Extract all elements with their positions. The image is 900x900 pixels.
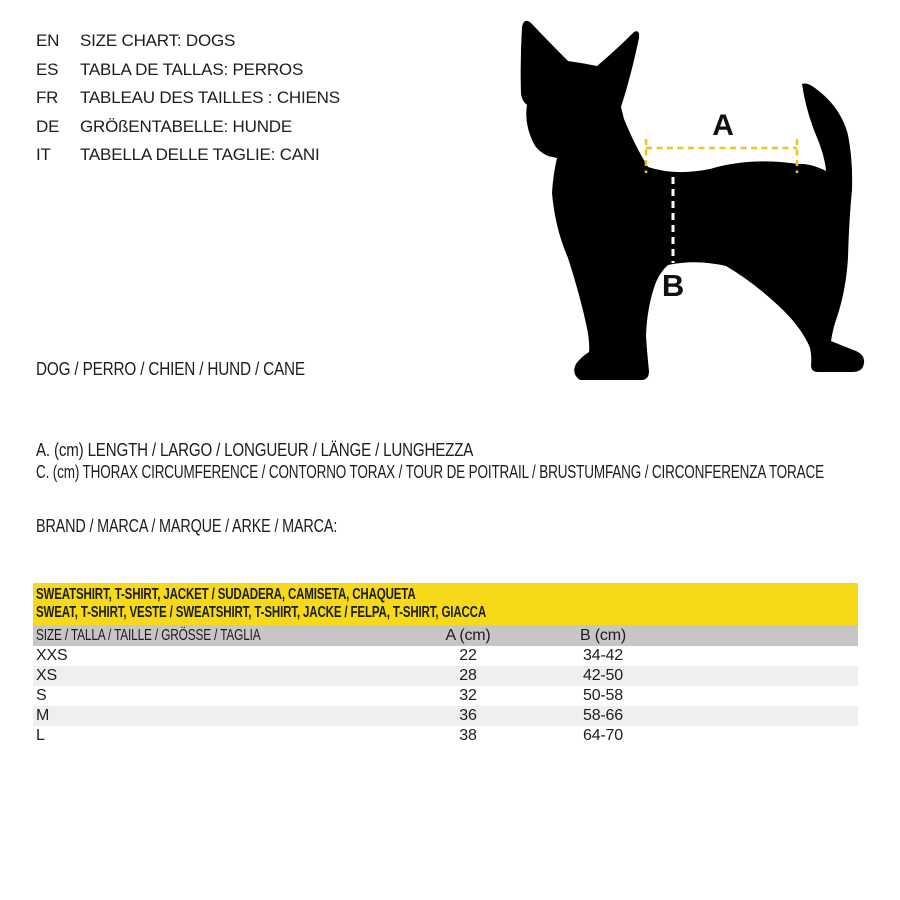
b-cell: 34-42	[583, 647, 623, 664]
size-cell: XXS	[36, 647, 68, 664]
a-cell: 32	[459, 687, 477, 704]
language-title: TABELLA DELLE TAGLIE: CANI	[80, 145, 320, 164]
table-row-l	[33, 726, 858, 746]
a-cell: 36	[459, 707, 477, 724]
measure-a-label: A	[712, 109, 734, 142]
size-table-title-line-1: SWEATSHIRT, T-SHIRT, JACKET / SUDADERA, CAMISETA, CHAQUETA	[36, 586, 416, 603]
a-cell: 38	[459, 727, 477, 744]
column-header-size: SIZE / TALLA / TAILLE / GRÖSSE / TAGLIA	[36, 626, 261, 644]
size-cell: S	[36, 687, 47, 704]
column-header-b: B (cm)	[580, 626, 626, 644]
b-cell: 42-50	[583, 667, 623, 684]
measurement-a-description: A. (cm) LENGTH / LARGO / LONGUEUR / LÄNGE / LUNGHEZZA	[36, 440, 474, 460]
language-code: ES	[36, 59, 59, 79]
size-cell: M	[36, 707, 50, 724]
language-list	[36, 27, 340, 170]
size-cell: L	[36, 727, 45, 744]
table-row-xxs	[33, 646, 858, 666]
table-row-xs	[33, 666, 858, 686]
language-code: FR	[36, 88, 59, 107]
a-cell: 22	[459, 647, 477, 664]
brand-label: BRAND / MARCA / MARQUE / ARKE / MARCA:	[36, 516, 338, 536]
language-row-de	[36, 113, 340, 142]
b-cell: 58-66	[583, 707, 623, 724]
size-table-title-line-2: SWEAT, T-SHIRT, VESTE / SWEATSHIRT, T-SHIRT, JACKE / FELPA, T-SHIRT, GIACCA	[36, 604, 487, 621]
table-row-m	[33, 706, 858, 726]
language-row-it	[36, 141, 340, 170]
measure-b-label: B	[661, 268, 685, 303]
size-cell: XS	[36, 667, 57, 684]
language-title: TABLEAU DES TAILLES : CHIENS	[80, 88, 340, 107]
language-row-en	[36, 27, 340, 56]
language-row-fr	[36, 84, 340, 113]
language-title: SIZE CHART: DOGS	[80, 31, 236, 50]
table-row-s	[33, 686, 858, 706]
b-cell: 50-58	[583, 687, 623, 704]
language-title: TABLA DE TALLAS: PERROS	[80, 59, 304, 79]
size-table-column-header	[33, 625, 858, 646]
size-table	[33, 583, 858, 746]
size-table-title-band	[33, 583, 858, 625]
language-code: IT	[36, 145, 51, 164]
animal-label: DOG / PERRO / CHIEN / HUND / CANE	[36, 359, 305, 379]
language-code: DE	[36, 116, 60, 136]
dog-diagram	[500, 0, 900, 400]
a-cell: 28	[459, 667, 477, 684]
language-row-es	[36, 56, 340, 85]
b-cell: 64-70	[583, 727, 623, 744]
measurement-c-description: C. (cm) THORAX CIRCUMFERENCE / CONTORNO TORAX / TOUR DE POITRAIL / BRUSTUMFANG / CIRCONFERENZA TORACE	[36, 462, 824, 482]
dog-silhouette-shape	[521, 21, 864, 380]
language-code: EN	[36, 31, 60, 50]
column-header-a: A (cm)	[445, 626, 491, 644]
language-title: GRÖßENTABELLE: HUNDE	[80, 116, 293, 136]
